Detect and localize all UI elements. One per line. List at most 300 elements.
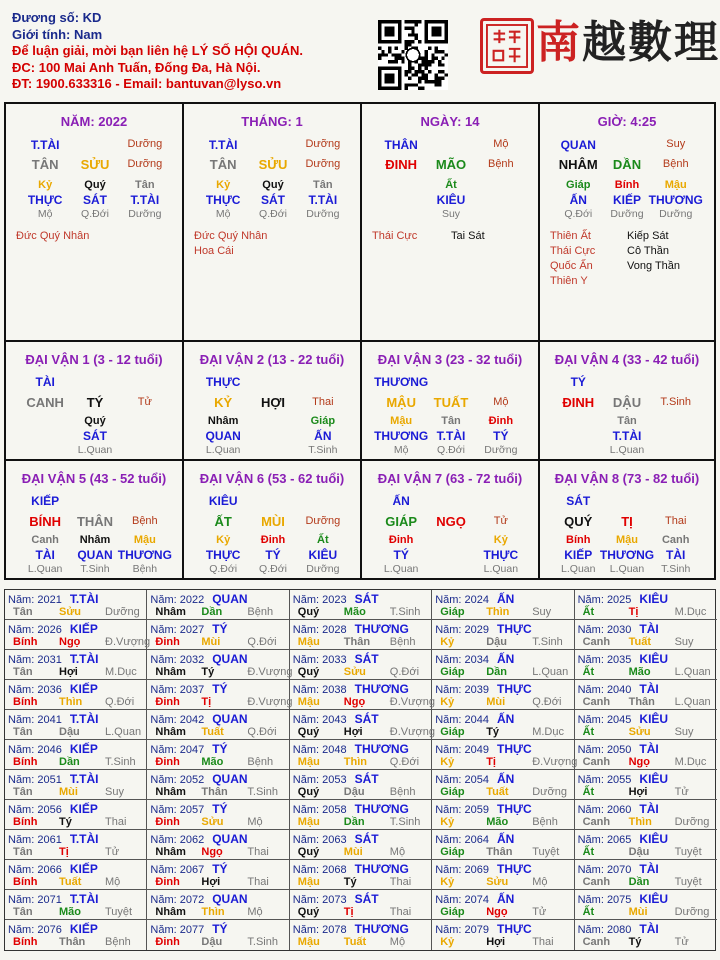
year-number: 2044 [464,714,490,726]
year-stem: Ất [582,786,595,798]
year-pillar [155,906,262,918]
hidden-stage-2: L.Quan [483,563,519,575]
year-branch: Dậu [486,636,507,648]
year-god: THỰC [497,922,532,936]
year-god: KIẾP [69,622,98,636]
year-cell[interactable] [147,740,289,770]
year-god: TÝ [212,802,228,816]
year-line [293,712,379,726]
year-number: 2031 [37,654,62,666]
year-cell[interactable] [290,920,432,950]
year-cell[interactable] [290,860,432,890]
year-cell[interactable] [5,710,147,740]
year-stage: Mộ [105,876,121,888]
year-cell[interactable] [575,680,717,710]
year-line [578,772,669,786]
hidden-god-2: THƯƠNG [117,548,172,562]
year-line [150,712,247,726]
year-branch: Dần [486,666,507,678]
year-prefix: Năm: [577,654,607,666]
year-branch: Mùi [628,906,648,918]
year-cell[interactable] [432,890,574,920]
year-stage: M.Dục [105,666,137,678]
hidden-stage-1: T.Sinh [80,563,110,575]
star: Quốc Ấn [550,260,593,272]
dai-van-branch: TÝ [86,395,104,410]
yearly-table [4,589,716,951]
year-cell[interactable] [5,680,147,710]
year-god: QUAN [212,772,248,786]
year-cell[interactable] [290,710,435,740]
year-cell[interactable] [432,920,574,950]
year-cell[interactable] [290,890,432,920]
year-prefix: Năm: [292,834,323,846]
year-prefix: Năm: [292,594,323,606]
year-pillar [298,906,411,918]
year-god: SÁT [354,772,379,786]
year-stage: Q.Đới [247,726,277,738]
year-cell[interactable] [575,710,717,740]
hidden-god-1: KIẾP [612,193,642,207]
year-god: THƯƠNG [354,802,409,816]
year-god: TÀI [639,682,659,696]
pillar-branch: SỬU [80,157,110,172]
year-branch: Tuất [59,876,82,888]
year-cell[interactable] [575,800,717,830]
hidden-god-1: T.TÀI [612,429,642,443]
year-line [293,772,379,786]
year-prefix: Năm: [150,594,180,606]
year-cell[interactable] [147,770,289,800]
dai-van-god: THỰC [205,375,241,389]
year-cell[interactable] [5,920,147,950]
year-cell[interactable] [290,650,432,680]
year-branch: Ngọ [201,846,223,858]
year-cell[interactable] [5,770,147,800]
year-cell[interactable] [147,650,293,680]
year-cell[interactable] [290,830,432,860]
year-prefix: Năm: [577,864,607,876]
year-god: SÁT [354,892,379,906]
year-stage: L.Quan [532,666,569,678]
dai-van-8[interactable] [540,461,714,580]
hidden-god-1: QUAN [77,548,113,562]
year-line [435,652,514,666]
year-pillar [155,756,273,768]
dai-van-stem: QUÝ [564,514,593,529]
gender: Giới tính: Nam [12,26,103,42]
year-cell[interactable] [5,800,147,830]
year-number: 2068 [322,864,347,876]
year-cell[interactable] [5,590,147,620]
hidden-stage-2: T.Sinh [661,563,691,575]
pillar-stem: ĐINH [385,157,418,172]
year-number: 2037 [179,684,205,696]
hidden-stem-0: Mậu [390,415,413,427]
year-stage: Q.Đới [105,696,135,708]
dai-van-title: ĐẠI VẬN 5 (43 - 52 tuổi) [21,471,167,486]
year-line [435,592,514,606]
year-line [293,592,379,606]
year-god: QUAN [212,712,248,726]
star: Tai Sát [451,230,485,242]
year-stem: Giáp [440,726,465,738]
year-god: THỰC [497,682,532,696]
year-number: 2078 [322,924,347,936]
year-cell[interactable] [432,740,578,770]
year-prefix: Năm: [577,894,607,906]
year-branch: Thân [59,936,86,948]
year-cell[interactable] [147,590,289,620]
dai-van-6[interactable] [184,461,362,580]
hidden-stage-2: Bệnh [132,563,158,575]
year-line [435,742,531,756]
phone-email[interactable]: ĐT: 1900.633316 - Email: bantuvan@lyso.vn [12,76,282,91]
year-pillar [583,936,689,948]
hidden-stage-1: L.Quan [609,563,645,575]
year-line [8,922,98,936]
year-cell[interactable] [432,680,574,710]
year-stem: Đinh [155,876,180,888]
hidden-god-0: THƯƠNG [374,429,429,443]
year-stage: L.Quan [674,696,711,708]
year-branch: Ngọ [486,906,508,918]
year-stage: Thai [247,876,269,888]
year-line [578,592,669,606]
hidden-god-0: TÀI [35,548,55,562]
year-cell[interactable] [147,800,289,830]
year-stem: Kỷ [440,756,455,768]
year-stage: M.Dục [674,606,707,618]
dai-van-title: ĐẠI VẬN 1 (3 - 12 tuổi) [25,352,163,367]
star: Thái Cực [550,245,596,257]
hidden-stem-2: Kỷ [493,534,508,546]
year-stage: T.Sinh [532,636,563,648]
year-cell[interactable] [432,590,574,620]
year-stem: Kỷ [440,876,455,888]
star: Thiên Ất [550,230,591,242]
year-stage: Tử [674,936,689,948]
year-cell[interactable] [575,770,717,800]
year-stem: Ất [582,906,595,918]
year-god: TÀI [639,862,659,876]
year-stem: Quý [297,906,320,918]
year-prefix: Năm: [435,624,465,636]
hidden-stage-1: Dưỡng [610,208,644,220]
year-branch: Hợi [201,876,221,888]
dai-van-god: SÁT [566,494,591,508]
year-cell[interactable] [432,770,574,800]
year-cell[interactable] [575,830,717,860]
year-prefix: Năm: [150,894,180,906]
year-stem: Bính [13,636,38,648]
hidden-stem-0: Đinh [388,534,414,546]
year-number: 2050 [606,744,632,756]
year-branch: Mão [201,756,224,768]
year-stage: M.Dục [532,726,564,738]
year-prefix: Năm: [577,804,607,816]
year-stem: Mậu [297,636,320,648]
year-cell[interactable] [575,740,717,770]
year-cell[interactable] [147,860,289,890]
hidden-stage-1: Q.Đới [259,208,287,220]
hidden-god-0: KIẾP [564,548,593,562]
year-stage: Bệnh [247,606,274,618]
year-prefix: Năm: [292,714,323,726]
year-prefix: Năm: [435,654,465,666]
dai-van-5[interactable] [6,461,184,580]
year-cell[interactable] [432,650,574,680]
year-prefix: Năm: [8,714,38,726]
year-stage: T.Sinh [389,816,421,828]
year-stem: Đinh [155,696,180,708]
dai-van-god: THƯƠNG [374,375,429,389]
year-stage: Thai [532,936,554,948]
year-god: THỰC [497,742,532,756]
hidden-stem-0: Nhâm [207,415,239,427]
star: Thiên Y [550,275,588,287]
year-number: 2061 [37,834,62,846]
year-line [8,832,99,846]
year-stem: Tân [13,906,33,918]
year-cell[interactable] [290,590,432,620]
year-number: 2034 [464,654,490,666]
year-stage: Bệnh [389,786,416,798]
hidden-stage-0: Mộ [215,208,231,220]
year-god: THƯƠNG [354,862,409,876]
year-pillar [583,756,707,768]
year-branch: Mão [628,666,651,678]
year-stage: Mộ [389,936,406,948]
year-cell[interactable] [575,650,717,680]
dai-van-4[interactable] [540,342,714,461]
year-number: 2075 [606,894,632,906]
year-cell[interactable] [575,920,717,950]
year-prefix: Năm: [292,624,323,636]
year-pillar [440,726,564,738]
dai-van-title: ĐẠI VẬN 6 (53 - 62 tuổi) [199,471,345,486]
hidden-god-0: ẤN [569,193,587,207]
year-pillar [155,696,292,708]
year-pillar [298,606,421,618]
year-cell[interactable] [147,620,289,650]
year-cell[interactable] [5,890,147,920]
year-pillar [583,786,689,798]
year-cell[interactable] [432,710,574,740]
year-stem: Quý [297,666,320,678]
year-number: 2074 [464,894,490,906]
year-cell[interactable] [147,680,293,710]
year-stage: Tuyệt [105,906,133,918]
year-pillar [13,666,137,678]
year-cell[interactable] [5,650,147,680]
year-cell[interactable] [5,740,147,770]
year-cell[interactable] [290,740,432,770]
year-stage: Thai [105,816,127,828]
dai-van-branch: NGỌ [436,514,466,529]
hidden-god-2: T.TÀI [130,193,160,207]
year-cell[interactable] [147,920,289,950]
pillar-title: NGÀY: 14 [420,114,480,129]
year-stem: Mậu [297,876,320,888]
year-cell[interactable] [147,830,289,860]
hidden-stem-2: Giáp [310,415,336,427]
year-cell[interactable] [5,830,147,860]
hidden-stem-1: Tân [441,415,461,427]
year-cell[interactable] [575,860,717,890]
dai-van-stage: Thai [312,396,334,408]
year-stem: Canh [582,756,611,768]
year-cell[interactable] [5,860,147,890]
year-pillar [440,606,551,618]
year-stem: Canh [582,816,611,828]
year-pillar [155,936,278,948]
year-prefix: Năm: [577,594,607,606]
dai-van-2[interactable] [184,342,362,461]
year-cell[interactable] [432,620,574,650]
year-branch: Thìn [343,756,368,768]
year-stem: Giáp [440,786,465,798]
year-stem: Kỷ [440,636,455,648]
year-number: 2040 [606,684,632,696]
star: Thái Cực [372,230,418,242]
year-cell[interactable] [290,680,435,710]
year-branch: Dần [59,756,80,768]
year-cell[interactable] [290,770,432,800]
year-cell[interactable] [147,890,289,920]
year-god: ẤN [497,772,515,786]
year-stem: Nhâm [155,786,186,798]
pillar-stage2: Dưỡng [127,158,163,170]
hidden-stage-0: Q.Đới [209,563,238,575]
year-cell[interactable] [575,890,717,920]
year-line [150,772,247,786]
year-branch: Dần [201,606,223,618]
year-branch: Tý [486,726,500,738]
pillar-stem: TÂN [209,157,237,172]
pillar-3 [540,104,714,342]
brand-logo [536,6,720,70]
year-pillar [440,696,561,708]
year-prefix: Năm: [435,744,465,756]
year-stage: Dưỡng [674,816,710,828]
year-stage: L.Quan [105,726,142,738]
dai-van-branch: DẬU [612,395,642,410]
year-number: 2080 [606,924,632,936]
year-line [435,862,531,876]
year-stem: Giáp [440,606,465,618]
year-stage: Thai [389,906,412,918]
hidden-stem-0: Giáp [566,179,591,191]
year-number: 2024 [464,594,490,606]
hidden-stem-1: Mậu [616,534,638,546]
dai-van-1[interactable] [6,342,184,461]
star: Cô Thần [627,245,669,257]
year-line [8,592,99,606]
year-stage: Đ.Vượng [532,756,578,768]
year-pillar [13,696,134,708]
year-stage: Q.Đới [389,666,420,678]
year-cell[interactable] [575,620,717,650]
year-stem: Nhâm [155,606,186,618]
year-line [150,682,227,696]
year-pillar [583,666,711,678]
year-line [293,802,409,816]
hidden-stem-1: Nhâm [79,534,111,546]
year-pillar [583,726,694,738]
year-cell[interactable] [147,710,289,740]
year-prefix: Năm: [435,684,465,696]
year-cell[interactable] [432,800,574,830]
year-cell[interactable] [5,620,151,650]
year-number: 2072 [179,894,205,906]
year-branch: Thân [343,636,371,648]
qr-code[interactable] [378,20,448,90]
year-line [150,742,227,756]
year-stage: Đ.Vượng [105,636,151,648]
year-branch: Mão [486,816,509,828]
year-branch: Sửu [201,816,224,828]
year-branch: Dậu [343,786,365,798]
year-god: TÝ [212,922,228,936]
hidden-god-2: TÝ [493,429,509,443]
year-god: QUAN [212,892,248,906]
year-pillar [440,816,558,828]
dai-van-branch: TỊ [621,514,633,529]
year-prefix: Năm: [435,804,465,816]
hidden-stem-1: Đinh [260,534,286,546]
year-stage: Đ.Vượng [389,726,435,738]
hidden-stage-0: L.Quan [561,563,596,575]
year-stem: Tân [13,786,33,798]
year-line [8,622,98,636]
year-stem: Đinh [155,936,180,948]
year-prefix: Năm: [150,624,180,636]
year-stem: Quý [297,606,320,618]
year-branch: Ngọ [343,696,366,708]
year-number: 2073 [322,894,347,906]
year-cell[interactable] [575,590,717,620]
dai-van-3[interactable] [362,342,540,461]
year-cell[interactable] [432,830,574,860]
year-god: TÝ [212,682,228,696]
dai-van-god: TÀI [35,375,55,389]
year-stem: Bính [13,756,38,768]
hidden-stem-2: Mậu [133,534,156,546]
year-cell[interactable] [290,620,432,650]
year-stem: Ất [582,726,595,738]
year-god: THƯƠNG [354,622,409,636]
year-number: 2026 [37,624,62,636]
year-god: KIẾP [69,922,98,936]
year-line [293,922,409,936]
year-pillar [440,666,568,678]
year-line [293,652,379,666]
year-god: KIÊU [639,772,669,786]
year-pillar [298,786,416,798]
year-stem: Mậu [297,936,320,948]
year-cell[interactable] [290,800,432,830]
year-god: SÁT [354,592,379,606]
year-cell[interactable] [432,860,574,890]
year-stem: Bính [13,696,38,708]
year-stage: Tử [674,786,689,798]
year-stem: Bính [13,936,38,948]
year-god: T.TÀI [69,772,99,786]
year-god: KIẾP [69,802,98,816]
dai-van-7[interactable] [362,461,540,580]
year-stem: Quý [297,846,320,858]
